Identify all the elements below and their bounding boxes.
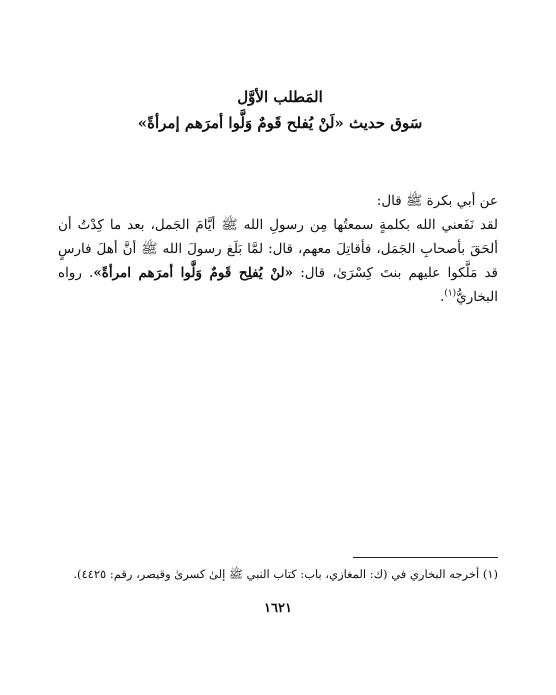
hadith-intro: عن أبي بكرة ﷺ قال:	[376, 193, 498, 209]
footnote-divider	[353, 557, 498, 558]
page-number: ١٦٢١	[264, 601, 292, 616]
footnote-reference[interactable]: (١)	[444, 288, 457, 299]
hadith-quote: «لنْ يُفلِح قَومٌ وَلَّوا أمرَهم امرأةً»	[93, 265, 294, 281]
section-title: المَطلب الأوَّل	[237, 88, 323, 106]
paragraph-text-a: لقد نَفَعني الله بكلمةٍ سمعتُها مِن رسولِ الله ﷺ أيَّامَ الجَمل، بعد ما كِدْتُ أن ألحَقَ بأصحابِ الجَمَل، فأقاتِلَ معهم، قال: لمَّا بَلَغ رسولَ الله ﷺ أنَّ أهلَ فارسٍ قد مَلَّكوا عليهم بنتَ كِسْرَىٰ، قال:	[58, 217, 499, 281]
paragraph-text-b: . رواه البخاريُّ	[58, 265, 498, 305]
hadith-paragraph	[58, 213, 498, 309]
paragraph-text-c: .	[439, 289, 445, 305]
section-subtitle: سَوق حديث «لَنْ يُفلح قَومٌ وَلَّوا أمرَهم إمرأةً»	[137, 114, 423, 132]
footnote: (١) أخرجه البخاري في (ك: المغازي، باب: كتاب النبي ﷺ إلىٰ كسرىٰ وقيصر، رقم: ٤٤٢٥).	[73, 567, 498, 581]
